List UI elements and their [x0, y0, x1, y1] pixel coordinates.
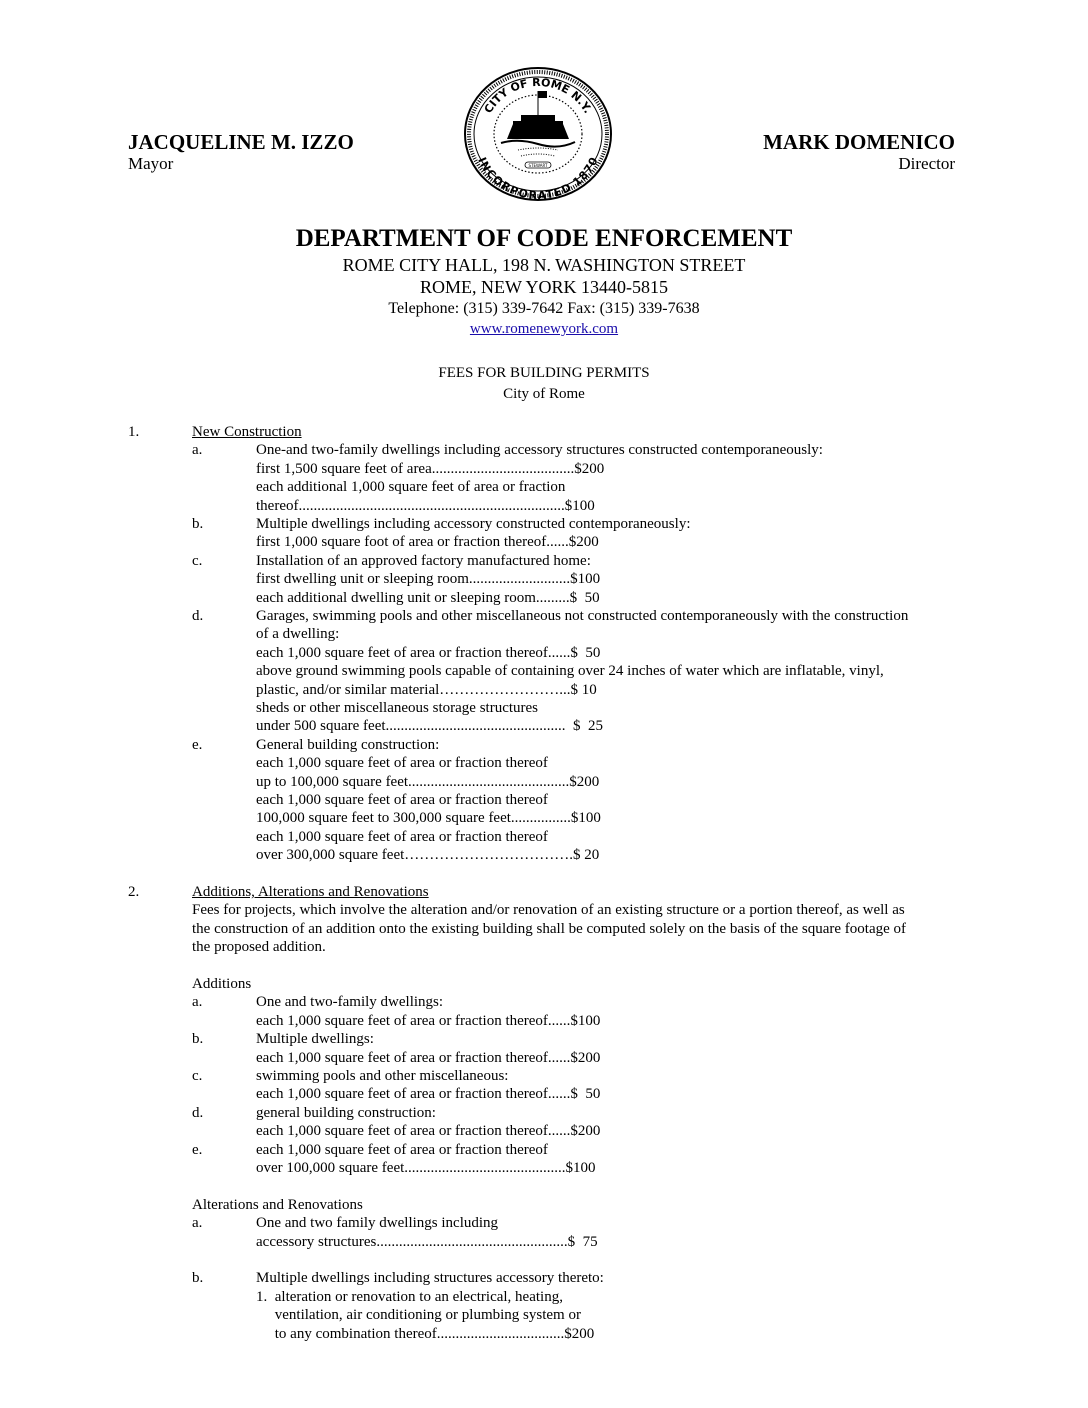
- fee-line: each 1,000 square feet of area or fraction thereof......$ 50: [256, 644, 601, 661]
- fee-line: ventilation, air conditioning or plumbing system or: [256, 1307, 581, 1324]
- item-letter: e.: [192, 1141, 203, 1158]
- item-letter: b.: [192, 1270, 204, 1287]
- fee-line: 1. alteration or renovation to an electrical, heating,: [256, 1288, 563, 1305]
- city-seal-logo: [463, 66, 613, 202]
- item-letter: a.: [192, 994, 203, 1011]
- item-letter: b.: [192, 1031, 204, 1048]
- item-letter: a.: [192, 1215, 203, 1232]
- fee-line: One and two-family dwellings:: [256, 994, 444, 1011]
- director-title: Director: [898, 154, 955, 173]
- fee-line: above ground swimming pools capable of containing over 24 inches of water which are inflatable, vinyl,: [256, 663, 884, 680]
- fee-line: 100,000 square feet to 300,000 square feet................$100: [256, 810, 601, 827]
- seal-bottom-text: INCORPORATED 1870: [475, 155, 601, 202]
- seal-ribbon-text: STEWART: [528, 163, 548, 168]
- fee-line: General building construction:: [256, 736, 440, 753]
- fee-line: each 1,000 square feet of area or fraction thereof......$100: [256, 1012, 601, 1029]
- fee-line: plastic, and/or similar material……………………...$ 10: [256, 681, 597, 698]
- mayor-name: JACQUELINE M. IZZO: [128, 130, 354, 154]
- director-name: MARK DOMENICO: [763, 130, 955, 154]
- fee-line: Garages, swimming pools and other miscellaneous not constructed contemporaneously with the construction: [256, 608, 909, 624]
- mayor-title: Mayor: [128, 154, 174, 173]
- website-link[interactable]: www.romenewyork.com: [469, 321, 619, 337]
- fee-line: first dwelling unit or sleeping room...........................$100: [256, 571, 601, 588]
- fee-line: Installation of an approved factory manufactured home:: [256, 552, 591, 569]
- section-intro-line: the construction of an addition onto the existing building shall be computed solely on the basis of the square footage of: [192, 920, 907, 937]
- item-letter: c.: [192, 552, 203, 569]
- section-intro-line: the proposed addition.: [192, 939, 326, 956]
- fee-line: general building construction:: [256, 1104, 436, 1121]
- fee-line: sheds or other miscellaneous storage structures: [256, 700, 539, 716]
- document-title: FEES FOR BUILDING PERMITS: [438, 365, 650, 381]
- section-heading: Additions, Alterations and Renovations: [192, 884, 429, 900]
- fee-line: One-and two-family dwellings including accessory structures constructed contemporaneously:: [256, 442, 823, 459]
- subsection-heading: Alterations and Renovations: [192, 1196, 363, 1213]
- fee-line: over 100,000 square feet...........................................$100: [256, 1160, 596, 1176]
- section-heading: New Construction: [192, 424, 302, 440]
- document-subtitle: City of Rome: [503, 386, 585, 402]
- item-letter: d.: [192, 608, 204, 624]
- fee-line: under 500 square feet................................................ $ 25: [256, 718, 604, 735]
- fee-line: first 1,500 square feet of area......................................$200: [256, 460, 605, 477]
- fee-line: accessory structures...................................................$ 75: [256, 1233, 598, 1250]
- fee-line: up to 100,000 square feet...........................................$200: [256, 773, 600, 790]
- fee-line: each 1,000 square feet of area or fraction thereof: [256, 792, 548, 808]
- fee-line: each 1,000 square feet of area or fraction thereof......$200: [256, 1123, 601, 1140]
- fee-line: swimming pools and other miscellaneous:: [256, 1068, 509, 1084]
- section-number: 2.: [128, 884, 140, 900]
- fee-line: to any combination thereof..................................$200: [256, 1325, 595, 1342]
- fee-line: each 1,000 square feet of area or fraction thereof: [256, 1141, 548, 1158]
- fee-line: of a dwelling:: [256, 626, 340, 643]
- fee-line: over 300,000 square feet…………………………….$ 20: [256, 847, 600, 864]
- item-letter: e.: [192, 736, 203, 753]
- item-letter: a.: [192, 442, 203, 459]
- address-line-2: ROME, NEW YORK 13440-5815: [420, 277, 668, 297]
- section-intro-line: Fees for projects, which involve the alteration and/or renovation of an existing structure or a portion thereof, as well as: [192, 902, 905, 919]
- fee-line: One and two family dwellings including: [256, 1215, 499, 1232]
- item-letter: d.: [192, 1104, 204, 1121]
- fee-line: first 1,000 square foot of area or fraction thereof......$200: [256, 534, 599, 551]
- fee-line: Multiple dwellings including accessory constructed contemporaneously:: [256, 516, 691, 532]
- fee-line: each additional 1,000 square feet of area or fraction: [256, 479, 566, 496]
- fee-line: each 1,000 square feet of area or fraction thereof: [256, 828, 548, 845]
- section-number: 1.: [128, 424, 140, 440]
- fee-line: each additional dwelling unit or sleeping room.........$ 50: [256, 589, 600, 606]
- fee-line: Multiple dwellings:: [256, 1031, 374, 1048]
- fee-line: thereof.......................................................................$100: [256, 497, 595, 514]
- address-line-1: ROME CITY HALL, 198 N. WASHINGTON STREET: [342, 255, 746, 275]
- department-name: DEPARTMENT OF CODE ENFORCEMENT: [295, 225, 793, 252]
- fee-line: each 1,000 square feet of area or fraction thereof: [256, 755, 548, 772]
- seal-top-text: CITY OF ROME N.Y.: [481, 75, 595, 116]
- item-letter: b.: [192, 516, 204, 532]
- phone-fax-line: Telephone: (315) 339-7642 Fax: (315) 339-7638: [388, 300, 700, 317]
- item-letter: c.: [192, 1068, 203, 1084]
- fee-line: Multiple dwellings including structures accessory thereto:: [256, 1270, 604, 1287]
- subsection-heading: Additions: [192, 976, 252, 992]
- fee-line: each 1,000 square feet of area or fraction thereof......$ 50: [256, 1086, 601, 1103]
- fee-line: each 1,000 square feet of area or fraction thereof......$200: [256, 1049, 601, 1066]
